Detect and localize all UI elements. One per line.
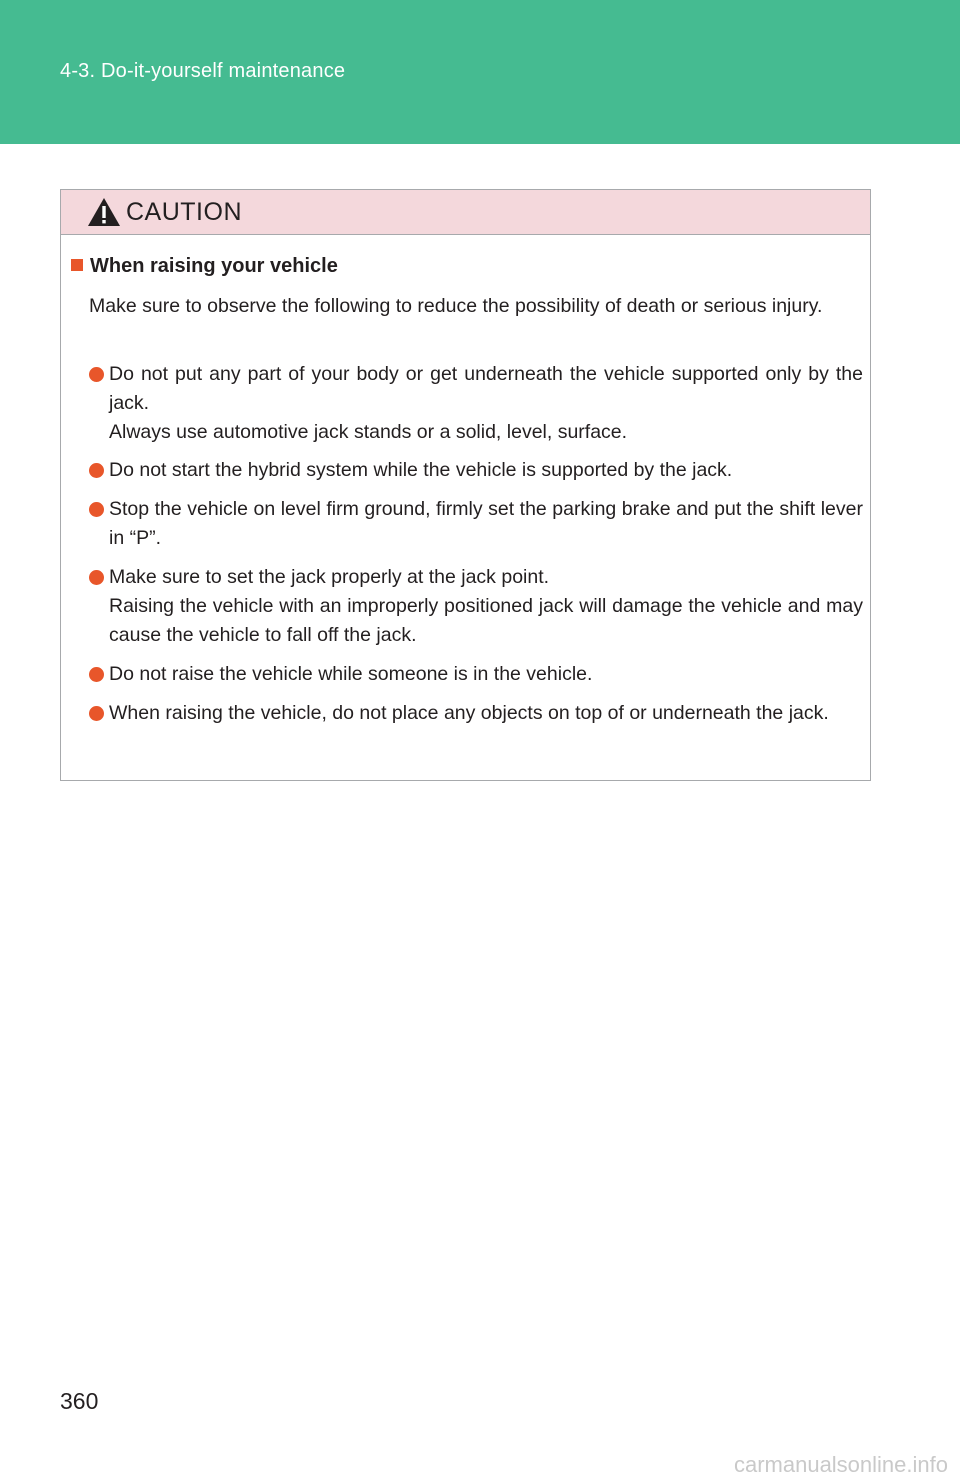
subheading-text: When raising your vehicle [90, 255, 338, 277]
bullet-text: Stop the vehicle on level firm ground, firmly set the parking brake and put the shift lever in “P”. [109, 498, 863, 549]
intro-text: Make sure to observe the following to reduce the possibility of death or serious injury. [89, 295, 823, 317]
caution-label: CAUTION [126, 198, 242, 226]
bullet-dot-icon [89, 367, 104, 382]
bullet-dot-icon [89, 667, 104, 682]
list-item [89, 699, 863, 728]
watermark: carmanualsonline.info [733, 1452, 948, 1477]
header-band [0, 0, 960, 144]
section-title: 4-3. Do-it-yourself maintenance [60, 60, 346, 82]
list-item [89, 660, 863, 689]
bullet-extra: Always use automotive jack stands or a solid, level, surface. [109, 421, 628, 443]
list-item [89, 360, 863, 447]
bullet-dot-icon [89, 706, 104, 721]
bullet-text: Make sure to set the jack properly at the jack point. [109, 566, 550, 588]
subheading [71, 255, 338, 278]
list-item [89, 456, 863, 485]
warning-triangle-icon [87, 197, 121, 227]
bullet-dot-icon [89, 502, 104, 517]
bullet-dot-icon [89, 463, 104, 478]
bullet-extra: Raising the vehicle with an improperly positioned jack will damage the vehicle and may cause the vehicle to fall off the jack. [109, 595, 863, 646]
caution-box [60, 189, 871, 781]
page-number: 360 [60, 1388, 99, 1414]
bullet-text: When raising the vehicle, do not place any objects on top of or underneath the jack. [109, 702, 829, 724]
list-item [89, 563, 863, 650]
bullet-text: Do not start the hybrid system while the vehicle is supported by the jack. [109, 459, 733, 481]
list-item [89, 495, 863, 553]
bullet-text: Do not put any part of your body or get underneath the vehicle supported only by the jack. [109, 363, 863, 414]
square-bullet-icon [71, 259, 83, 271]
bullet-text: Do not raise the vehicle while someone is in the vehicle. [109, 663, 593, 685]
caution-header [61, 190, 870, 235]
bullet-dot-icon [89, 570, 104, 585]
